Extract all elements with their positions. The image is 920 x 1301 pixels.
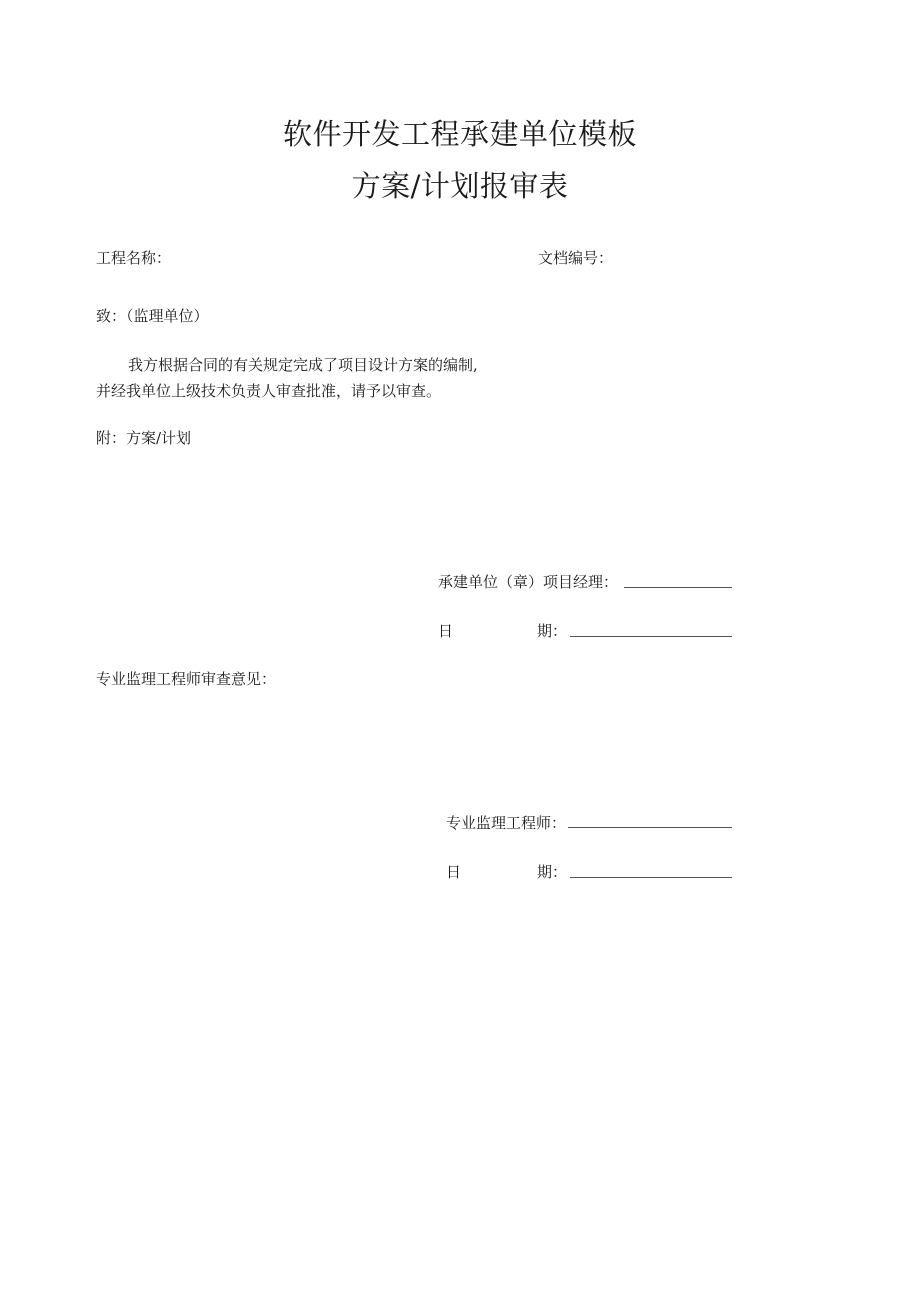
- body-paragraph-line-2: 并经我单位上级技术负责人审查批准，请予以审查。: [96, 382, 442, 400]
- addressee-line: 致：（监理单位）: [96, 307, 209, 325]
- engineer-date-char-2: 期：: [537, 863, 568, 881]
- attachment-line: 附：方案/计划: [96, 429, 192, 447]
- document-subtitle: 方案/计划报审表: [351, 169, 569, 203]
- contractor-date-line[interactable]: [570, 636, 732, 637]
- project-name-label: 工程名称：: [96, 249, 172, 267]
- body-paragraph-line-1: 我方根据合同的有关规定完成了项目设计方案的编制,: [128, 356, 478, 374]
- engineer-label: 专业监理工程师：: [446, 814, 567, 832]
- contractor-manager-signature-line[interactable]: [624, 587, 732, 588]
- contractor-date-char-2: 期：: [537, 622, 568, 640]
- engineer-date-line[interactable]: [570, 877, 732, 878]
- document-title: 软件开发工程承建单位模板: [282, 117, 637, 151]
- doc-number-label: 文档编号：: [538, 249, 614, 267]
- contractor-manager-label: 承建单位（章）项目经理：: [438, 573, 619, 591]
- engineer-signature-line[interactable]: [568, 827, 732, 828]
- engineer-date-char-1: 日: [446, 863, 462, 881]
- contractor-date-char-1: 日: [438, 622, 454, 640]
- review-opinion-label: 专业监理工程师审查意见：: [96, 670, 277, 688]
